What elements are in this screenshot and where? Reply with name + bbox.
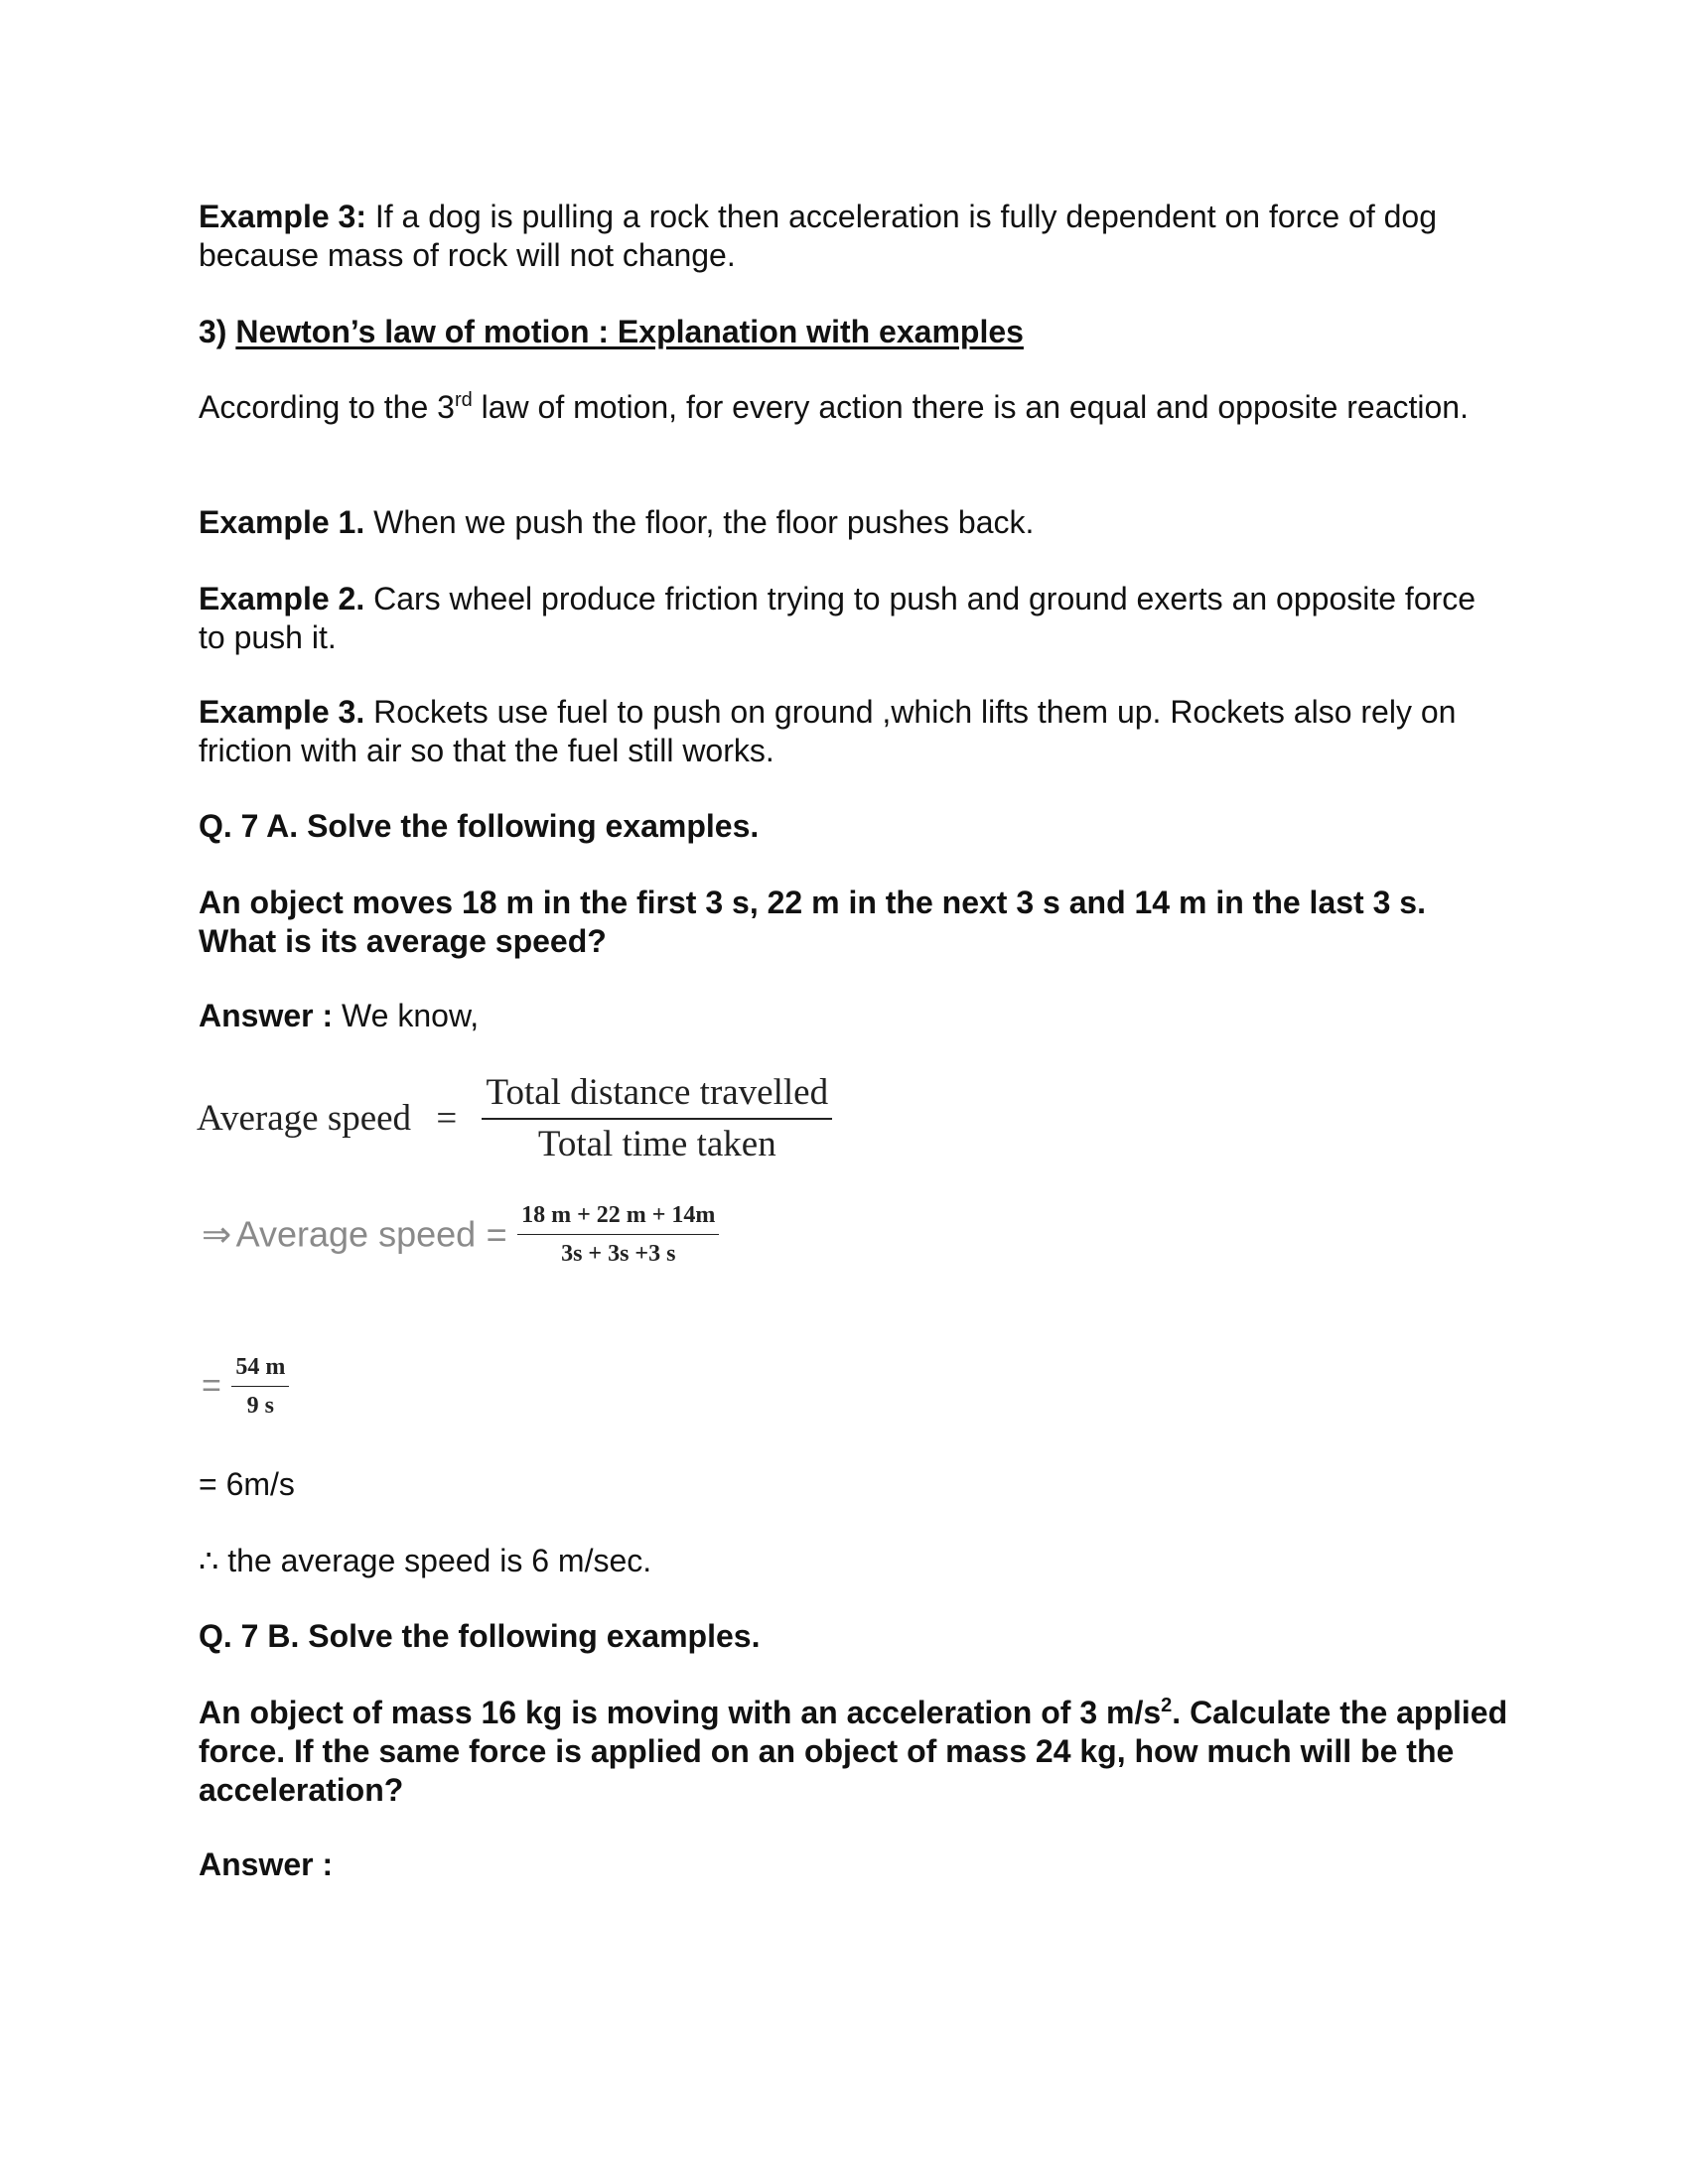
calculation-step-1 xyxy=(202,1196,719,1273)
example-text: If a dog is pulling a rock then acceleration is fully dependent on force of dog because mass of rock will not change. xyxy=(199,199,1437,273)
exponent-superscript: 2 xyxy=(1161,1695,1173,1716)
calculation-result: = 6m/s xyxy=(199,1466,295,1502)
newton-example-1 xyxy=(199,503,1509,542)
section-number: 3) xyxy=(199,314,236,349)
ordinal-superscript: rd xyxy=(454,389,473,411)
example-label: Example 2. xyxy=(199,581,365,616)
answer-line xyxy=(199,997,1509,1035)
q7a-heading: Q. 7 A. Solve the following examples. xyxy=(199,808,760,844)
equals-sign: = xyxy=(202,1367,221,1405)
question-text-rest: . Calculate the applied force. If the same force is applied on an object of mass 24 kg, how much will be the acceleration? xyxy=(199,1695,1508,1808)
example-label: Example 3: xyxy=(199,199,366,234)
newton-example-2 xyxy=(199,580,1509,657)
example-text: Rockets use fuel to push on ground ,which lifts them up. Rockets also rely on friction with air so that the fuel still works. xyxy=(199,694,1457,768)
section-heading xyxy=(199,313,1509,351)
example-text: When we push the floor, the floor pushes back. xyxy=(364,504,1035,540)
third-law-text-rest: law of motion, for every action there is an equal and opposite reaction. xyxy=(472,389,1469,425)
fraction xyxy=(517,1196,719,1273)
third-law-paragraph xyxy=(199,388,1509,427)
calculation-step-2 xyxy=(202,1348,289,1425)
example-label: Example 3. xyxy=(199,694,365,730)
newton-example-3 xyxy=(199,693,1509,770)
example-label: Example 1. xyxy=(199,504,365,540)
denominator: Total time taken xyxy=(482,1118,832,1169)
therefore-symbol: ∴ xyxy=(199,1543,219,1578)
equals-sign: = xyxy=(436,1098,458,1139)
equals-sign: = xyxy=(486,1213,507,1255)
denominator: 3s + 3s +3 s xyxy=(517,1234,719,1273)
denominator: 9 s xyxy=(231,1386,289,1425)
answer-text: We know, xyxy=(333,998,480,1033)
third-law-text: According to the 3 xyxy=(199,389,455,425)
numerator: 54 m xyxy=(235,1354,286,1380)
question-text: An object of mass 16 kg is moving with an acceleration of 3 m/s xyxy=(199,1695,1162,1730)
fraction xyxy=(231,1348,289,1425)
q7a-question: An object moves 18 m in the first 3 s, 22 m in the next 3 s and 14 m in the last 3 s. What is its average speed? xyxy=(199,885,1426,959)
example-3-paragraph xyxy=(199,198,1509,275)
implies-arrow: ⇒ xyxy=(202,1213,232,1255)
numerator: 18 m + 22 m + 14m xyxy=(521,1202,716,1228)
numerator: Total distance travelled xyxy=(486,1072,829,1113)
step-lhs: Average speed xyxy=(235,1213,477,1255)
q7b-question xyxy=(199,1694,1509,1810)
conclusion-text: the average speed is 6 m/sec. xyxy=(218,1543,652,1578)
q7b-heading: Q. 7 B. Solve the following examples. xyxy=(199,1618,761,1654)
section-title: Newton’s law of motion : Explanation with examples xyxy=(235,314,1024,349)
formula-lhs: Average speed xyxy=(197,1098,412,1139)
fraction xyxy=(482,1068,832,1169)
conclusion-line xyxy=(199,1542,1509,1580)
answer-2-label: Answer : xyxy=(199,1846,334,1882)
answer-label: Answer : xyxy=(199,998,334,1033)
example-text: Cars wheel produce friction trying to push and ground exerts an opposite force to push it. xyxy=(199,581,1477,655)
average-speed-formula xyxy=(197,1068,832,1169)
